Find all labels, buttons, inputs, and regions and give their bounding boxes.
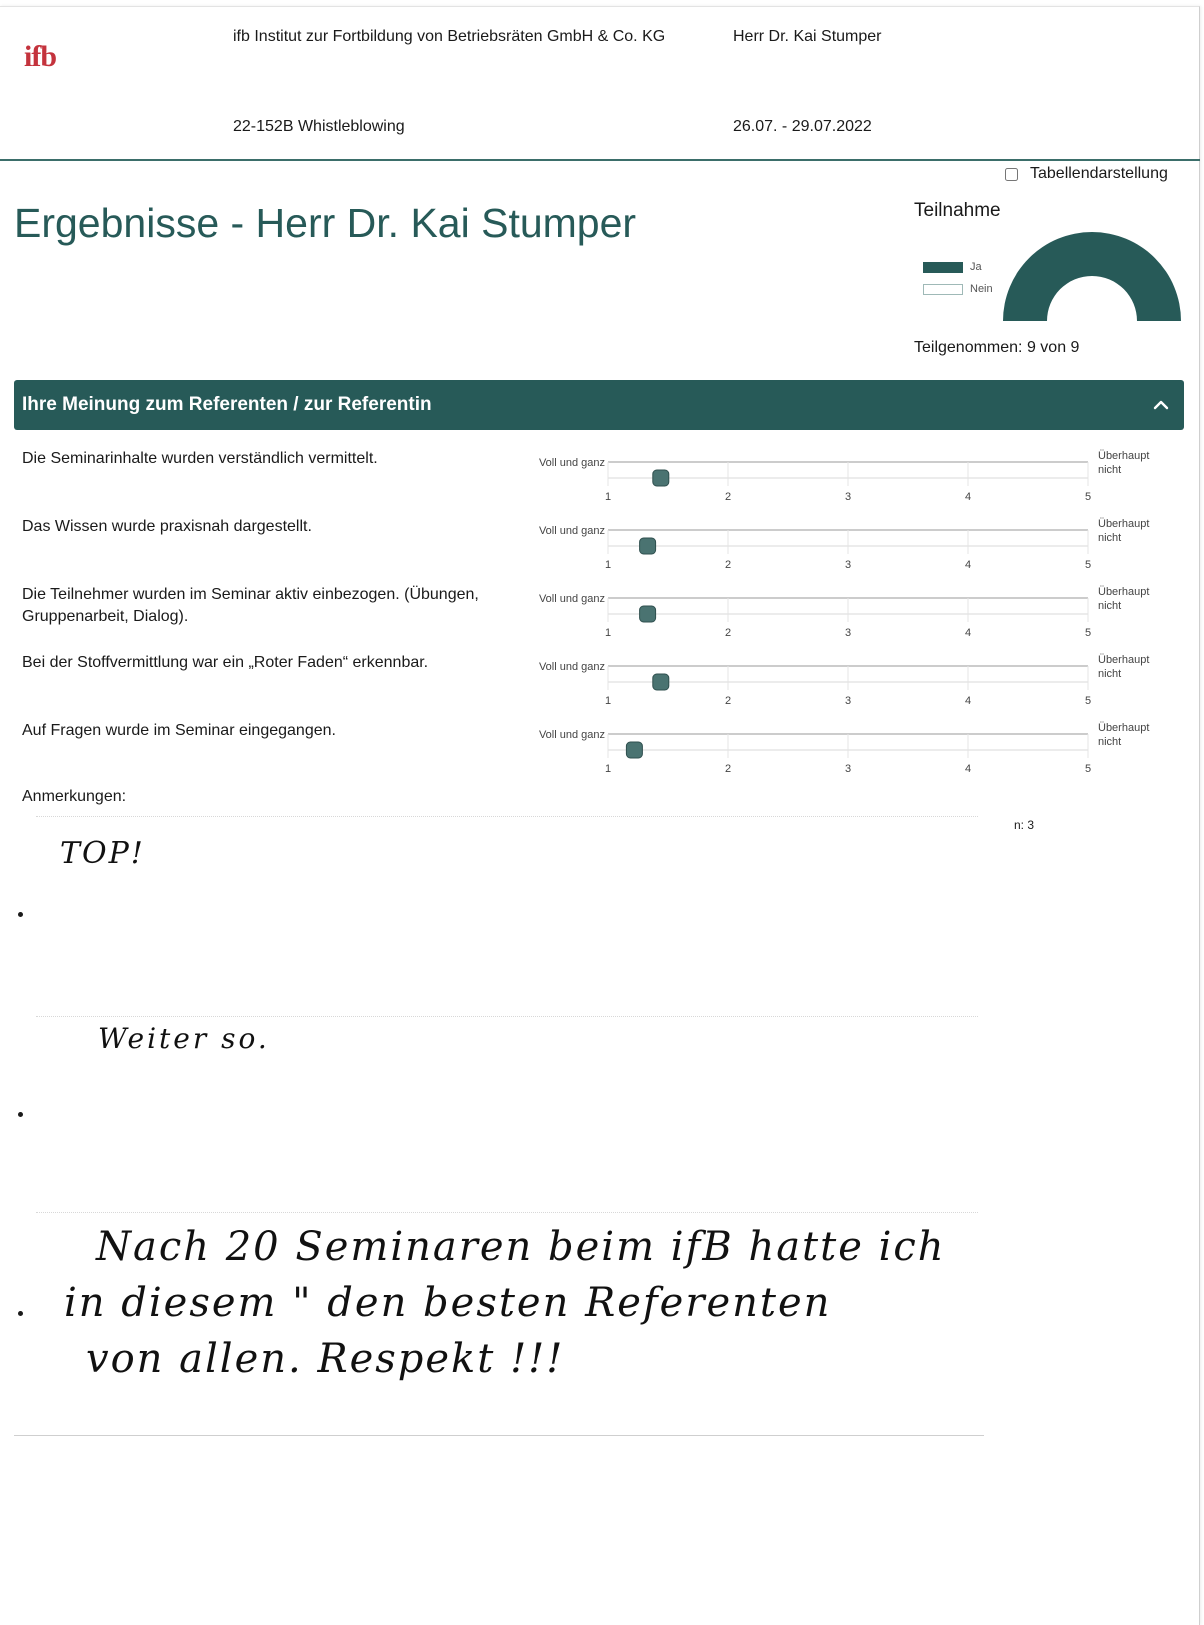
scale-tick-label: 5: [1084, 695, 1092, 707]
scale-tick-label: 3: [844, 559, 852, 571]
scale-left-label: Voll und ganz: [538, 457, 605, 469]
scale-right-label: Überhaupt: [1098, 518, 1150, 530]
table-view-checkbox[interactable]: [1005, 168, 1018, 181]
scale-tick-label: 5: [1084, 559, 1092, 571]
list-bullet: [18, 1311, 23, 1316]
scale-tick-label: 3: [844, 627, 852, 639]
legend-label-nein: Nein: [970, 283, 993, 295]
scale-tick-label: 5: [1084, 763, 1092, 775]
scale-tick-label: 1: [604, 559, 612, 571]
scale-tick-label: 1: [604, 695, 612, 707]
remarks-count: n: 3: [1014, 818, 1035, 832]
rating-scale-chart: [520, 442, 1180, 514]
rating-scale-chart: [520, 714, 1180, 786]
remark-item: [0, 1012, 1200, 1212]
rating-scale-chart: [520, 578, 1180, 650]
scale-marker: [626, 742, 642, 758]
scale-tick-label: 1: [604, 763, 612, 775]
question-row: [0, 516, 1200, 584]
participation-legend: [923, 256, 993, 300]
rating-scale-chart: [520, 646, 1180, 718]
question-row: [0, 584, 1200, 652]
question-text: Die Teilnehmer wurden im Seminar aktiv einbezogen. (Übungen, Gruppenarbeit, Dialog).: [22, 586, 479, 625]
scale-right-label: Überhaupt: [1098, 654, 1150, 666]
scale-tick-label: 2: [724, 491, 732, 503]
scale-tick-label: 2: [724, 627, 732, 639]
scale-left-label: Voll und ganz: [538, 729, 605, 741]
bottom-divider: [14, 1435, 984, 1436]
scale-right-label: Überhaupt: [1098, 586, 1150, 598]
scale-right-label: Überhaupt: [1098, 450, 1150, 462]
remarks-label: Anmerkungen:: [22, 788, 127, 805]
scale-tick-label: 4: [964, 491, 972, 503]
scan-edge: [36, 1212, 978, 1215]
participation-gauge: [1002, 230, 1182, 322]
scale-tick-label: 1: [604, 491, 612, 503]
scale-tick-label: 4: [964, 695, 972, 707]
legend-label-ja: Ja: [970, 261, 982, 273]
remark-handwriting-line: von allen. Respekt !!!: [86, 1336, 565, 1382]
scale-left-label: Voll und ganz: [538, 525, 605, 537]
scale-tick-label: 5: [1084, 491, 1092, 503]
question-row: [0, 652, 1200, 720]
scale-tick-label: 2: [724, 695, 732, 707]
page-title: Ergebnisse - Herr Dr. Kai Stumper: [14, 200, 637, 246]
section-title: Ihre Meinung zum Referenten / zur Referentin: [22, 394, 432, 415]
header-divider: [0, 159, 1200, 161]
scale-left-label: Voll und ganz: [538, 661, 605, 673]
scale-right-label: nicht: [1098, 464, 1122, 476]
scale-right-label: nicht: [1098, 668, 1122, 680]
scale-right-label: Überhaupt: [1098, 722, 1150, 734]
rating-scale-chart: [520, 510, 1180, 582]
gauge-segment-ja: [1003, 232, 1181, 321]
scale-tick-label: 3: [844, 695, 852, 707]
ifb-logo: ifb: [24, 40, 57, 73]
scale-marker: [653, 674, 669, 690]
question-row: [0, 720, 1200, 788]
trainer-name: Herr Dr. Kai Stumper: [733, 28, 882, 45]
scale-left-label: Voll und ganz: [538, 593, 605, 605]
remark-item: [0, 1210, 1200, 1410]
legend-item-nein: [923, 278, 993, 300]
scale-marker: [640, 538, 656, 554]
scale-tick-label: 4: [964, 627, 972, 639]
question-text: Bei der Stoffvermittlung war ein „Roter Faden“ erkennbar.: [22, 654, 429, 671]
list-bullet: [18, 1112, 23, 1117]
seminar-name: 22-152B Whistleblowing: [233, 118, 405, 135]
scale-right-label: nicht: [1098, 736, 1122, 748]
scale-tick-label: 1: [604, 627, 612, 639]
section-header[interactable]: [14, 380, 1184, 430]
table-view-label: Tabellendarstellung: [1030, 165, 1168, 182]
remark-handwriting: TOP!: [60, 836, 145, 871]
seminar-dates: 26.07. - 29.07.2022: [733, 118, 872, 135]
scan-edge: [36, 1016, 978, 1019]
scale-marker: [640, 606, 656, 622]
scale-tick-label: 4: [964, 559, 972, 571]
scale-tick-label: 5: [1084, 627, 1092, 639]
scale-tick-label: 2: [724, 559, 732, 571]
scale-tick-label: 3: [844, 491, 852, 503]
organization-name: ifb Institut zur Fortbildung von Betriebsräten GmbH & Co. KG: [233, 28, 666, 45]
remark-item: [0, 812, 1200, 1012]
scale-marker: [653, 470, 669, 486]
list-bullet: [18, 912, 23, 917]
question-text: Die Seminarinhalte wurden verständlich vermittelt.: [22, 450, 378, 467]
participation-title: Teilnahme: [914, 200, 1001, 221]
scale-right-label: nicht: [1098, 600, 1122, 612]
scale-tick-label: 4: [964, 763, 972, 775]
question-text: Auf Fragen wurde im Seminar eingegangen.: [22, 722, 336, 739]
legend-swatch-ja: [923, 262, 963, 273]
scan-edge: [36, 816, 978, 819]
remark-handwriting: Weiter so.: [98, 1022, 270, 1055]
question-row: [0, 448, 1200, 516]
legend-swatch-nein: [923, 284, 963, 295]
question-text: Das Wissen wurde praxisnah dargestellt.: [22, 518, 312, 535]
scale-tick-label: 2: [724, 763, 732, 775]
scale-tick-label: 3: [844, 763, 852, 775]
remark-handwriting-line: Nach 20 Seminaren beim ifB hatte ich: [96, 1224, 946, 1270]
table-view-toggle[interactable]: [1005, 165, 1168, 183]
scale-right-label: nicht: [1098, 532, 1122, 544]
chevron-up-icon[interactable]: [1150, 394, 1172, 416]
legend-item-ja: [923, 256, 993, 278]
participation-count: Teilgenommen: 9 von 9: [914, 339, 1080, 356]
remark-handwriting-line: in diesem " den besten Referenten: [64, 1280, 832, 1326]
